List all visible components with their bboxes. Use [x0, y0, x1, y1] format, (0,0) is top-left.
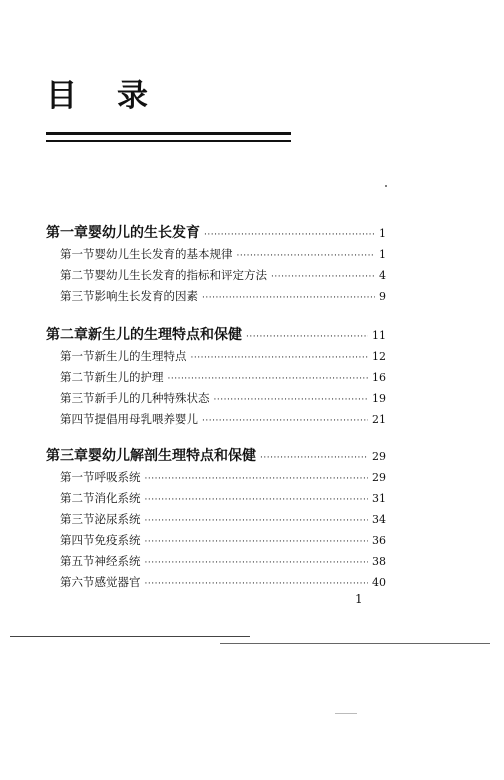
section-number: 第二节: [60, 268, 95, 282]
chapter-number: 第二章: [46, 327, 88, 343]
dot-leader: [260, 453, 368, 463]
dot-leader: [237, 251, 376, 261]
chapter-page: 29: [372, 450, 386, 463]
chapter-title: 婴幼儿解剖生理特点和保健: [88, 448, 256, 464]
section-number: 第三节: [60, 391, 95, 405]
section-page: 36: [372, 534, 386, 547]
section-number: 第六节: [60, 575, 95, 589]
section-title: 免疫系统: [94, 533, 141, 547]
toc-section-3-2[interactable]: [60, 490, 386, 506]
dot-leader: [145, 516, 369, 526]
section-number: 第五节: [60, 554, 95, 568]
toc-chapter-2[interactable]: [46, 324, 386, 344]
section-page: 31: [372, 492, 386, 505]
dot-leader: [246, 332, 368, 342]
section-number: 第一节: [60, 247, 95, 261]
toc-section-2-1[interactable]: [60, 348, 386, 364]
chapter-number: 第一章: [46, 225, 88, 241]
section-number: 第三节: [60, 289, 95, 303]
toc-section-3-5[interactable]: [60, 553, 386, 569]
section-page: 29: [372, 471, 386, 484]
toc-section-1-3[interactable]: [60, 288, 386, 304]
section-title: 感觉器官: [94, 575, 141, 589]
section-page: 12: [372, 350, 386, 363]
bottom-rule-right: [220, 643, 490, 644]
section-number: 第一节: [60, 470, 95, 484]
section-page: 16: [372, 371, 386, 384]
toc-chapter-3[interactable]: [46, 445, 386, 465]
dot-leader: [145, 474, 369, 484]
scan-speck: [385, 185, 387, 187]
section-page: 19: [372, 392, 386, 405]
section-page: 21: [372, 413, 386, 426]
section-page: 34: [372, 513, 386, 526]
section-number: 第四节: [60, 533, 95, 547]
faint-scan-mark: [335, 713, 357, 714]
toc-section-2-3[interactable]: [60, 390, 386, 406]
section-title: 提倡用母乳喂养婴儿: [94, 412, 198, 426]
toc-section-3-6[interactable]: [60, 574, 386, 590]
section-number: 第二节: [60, 491, 95, 505]
section-number: 第一节: [60, 349, 95, 363]
toc-section-2-4[interactable]: [60, 411, 386, 427]
section-title: 婴幼儿生长发育的基本规律: [94, 247, 233, 261]
page-number: 1: [355, 592, 363, 606]
section-title: 新生儿的生理特点: [94, 349, 187, 363]
toc-section-1-2[interactable]: [60, 267, 386, 283]
section-page: 4: [379, 269, 386, 282]
dot-leader: [271, 272, 375, 282]
dot-leader: [191, 353, 369, 363]
section-title: 婴幼儿生长发育的指标和评定方法: [94, 268, 267, 282]
section-title: 影响生长发育的因素: [94, 289, 198, 303]
title-rule-thin: [46, 140, 291, 142]
dot-leader: [145, 495, 369, 505]
section-title: 泌尿系统: [94, 512, 141, 526]
toc-section-2-2[interactable]: [60, 369, 386, 385]
toc-section-3-1[interactable]: [60, 469, 386, 485]
section-page: 38: [372, 555, 386, 568]
section-number: 第三节: [60, 512, 95, 526]
section-title: 新手儿的几种特殊状态: [94, 391, 210, 405]
toc-section-3-3[interactable]: [60, 511, 386, 527]
toc-section-1-1[interactable]: [60, 246, 386, 262]
dot-leader: [202, 293, 375, 303]
section-page: 9: [379, 290, 386, 303]
dot-leader: [204, 230, 375, 240]
dot-leader: [168, 374, 369, 384]
section-title: 呼吸系统: [94, 470, 141, 484]
chapter-number: 第三章: [46, 448, 88, 464]
section-number: 第二节: [60, 370, 95, 384]
toc-section-3-4[interactable]: [60, 532, 386, 548]
toc-chapter-1[interactable]: [46, 222, 386, 242]
section-title: 新生儿的护理: [94, 370, 164, 384]
dot-leader: [145, 537, 369, 547]
chapter-title: 婴幼儿的生长发育: [88, 225, 200, 241]
section-page: 40: [372, 576, 386, 589]
section-number: 第四节: [60, 412, 95, 426]
dot-leader: [145, 558, 369, 568]
section-title: 消化系统: [94, 491, 141, 505]
chapter-page: 11: [372, 329, 386, 342]
dot-leader: [202, 416, 368, 426]
page-title: 目录: [46, 78, 188, 114]
section-title: 神经系统: [94, 554, 141, 568]
chapter-title: 新生儿的生理特点和保健: [88, 327, 242, 343]
bottom-rule-left: [10, 636, 250, 637]
title-rule-thick: [46, 132, 291, 135]
dot-leader: [145, 579, 369, 589]
dot-leader: [214, 395, 369, 405]
chapter-page: 1: [379, 227, 386, 240]
section-page: 1: [379, 248, 386, 261]
